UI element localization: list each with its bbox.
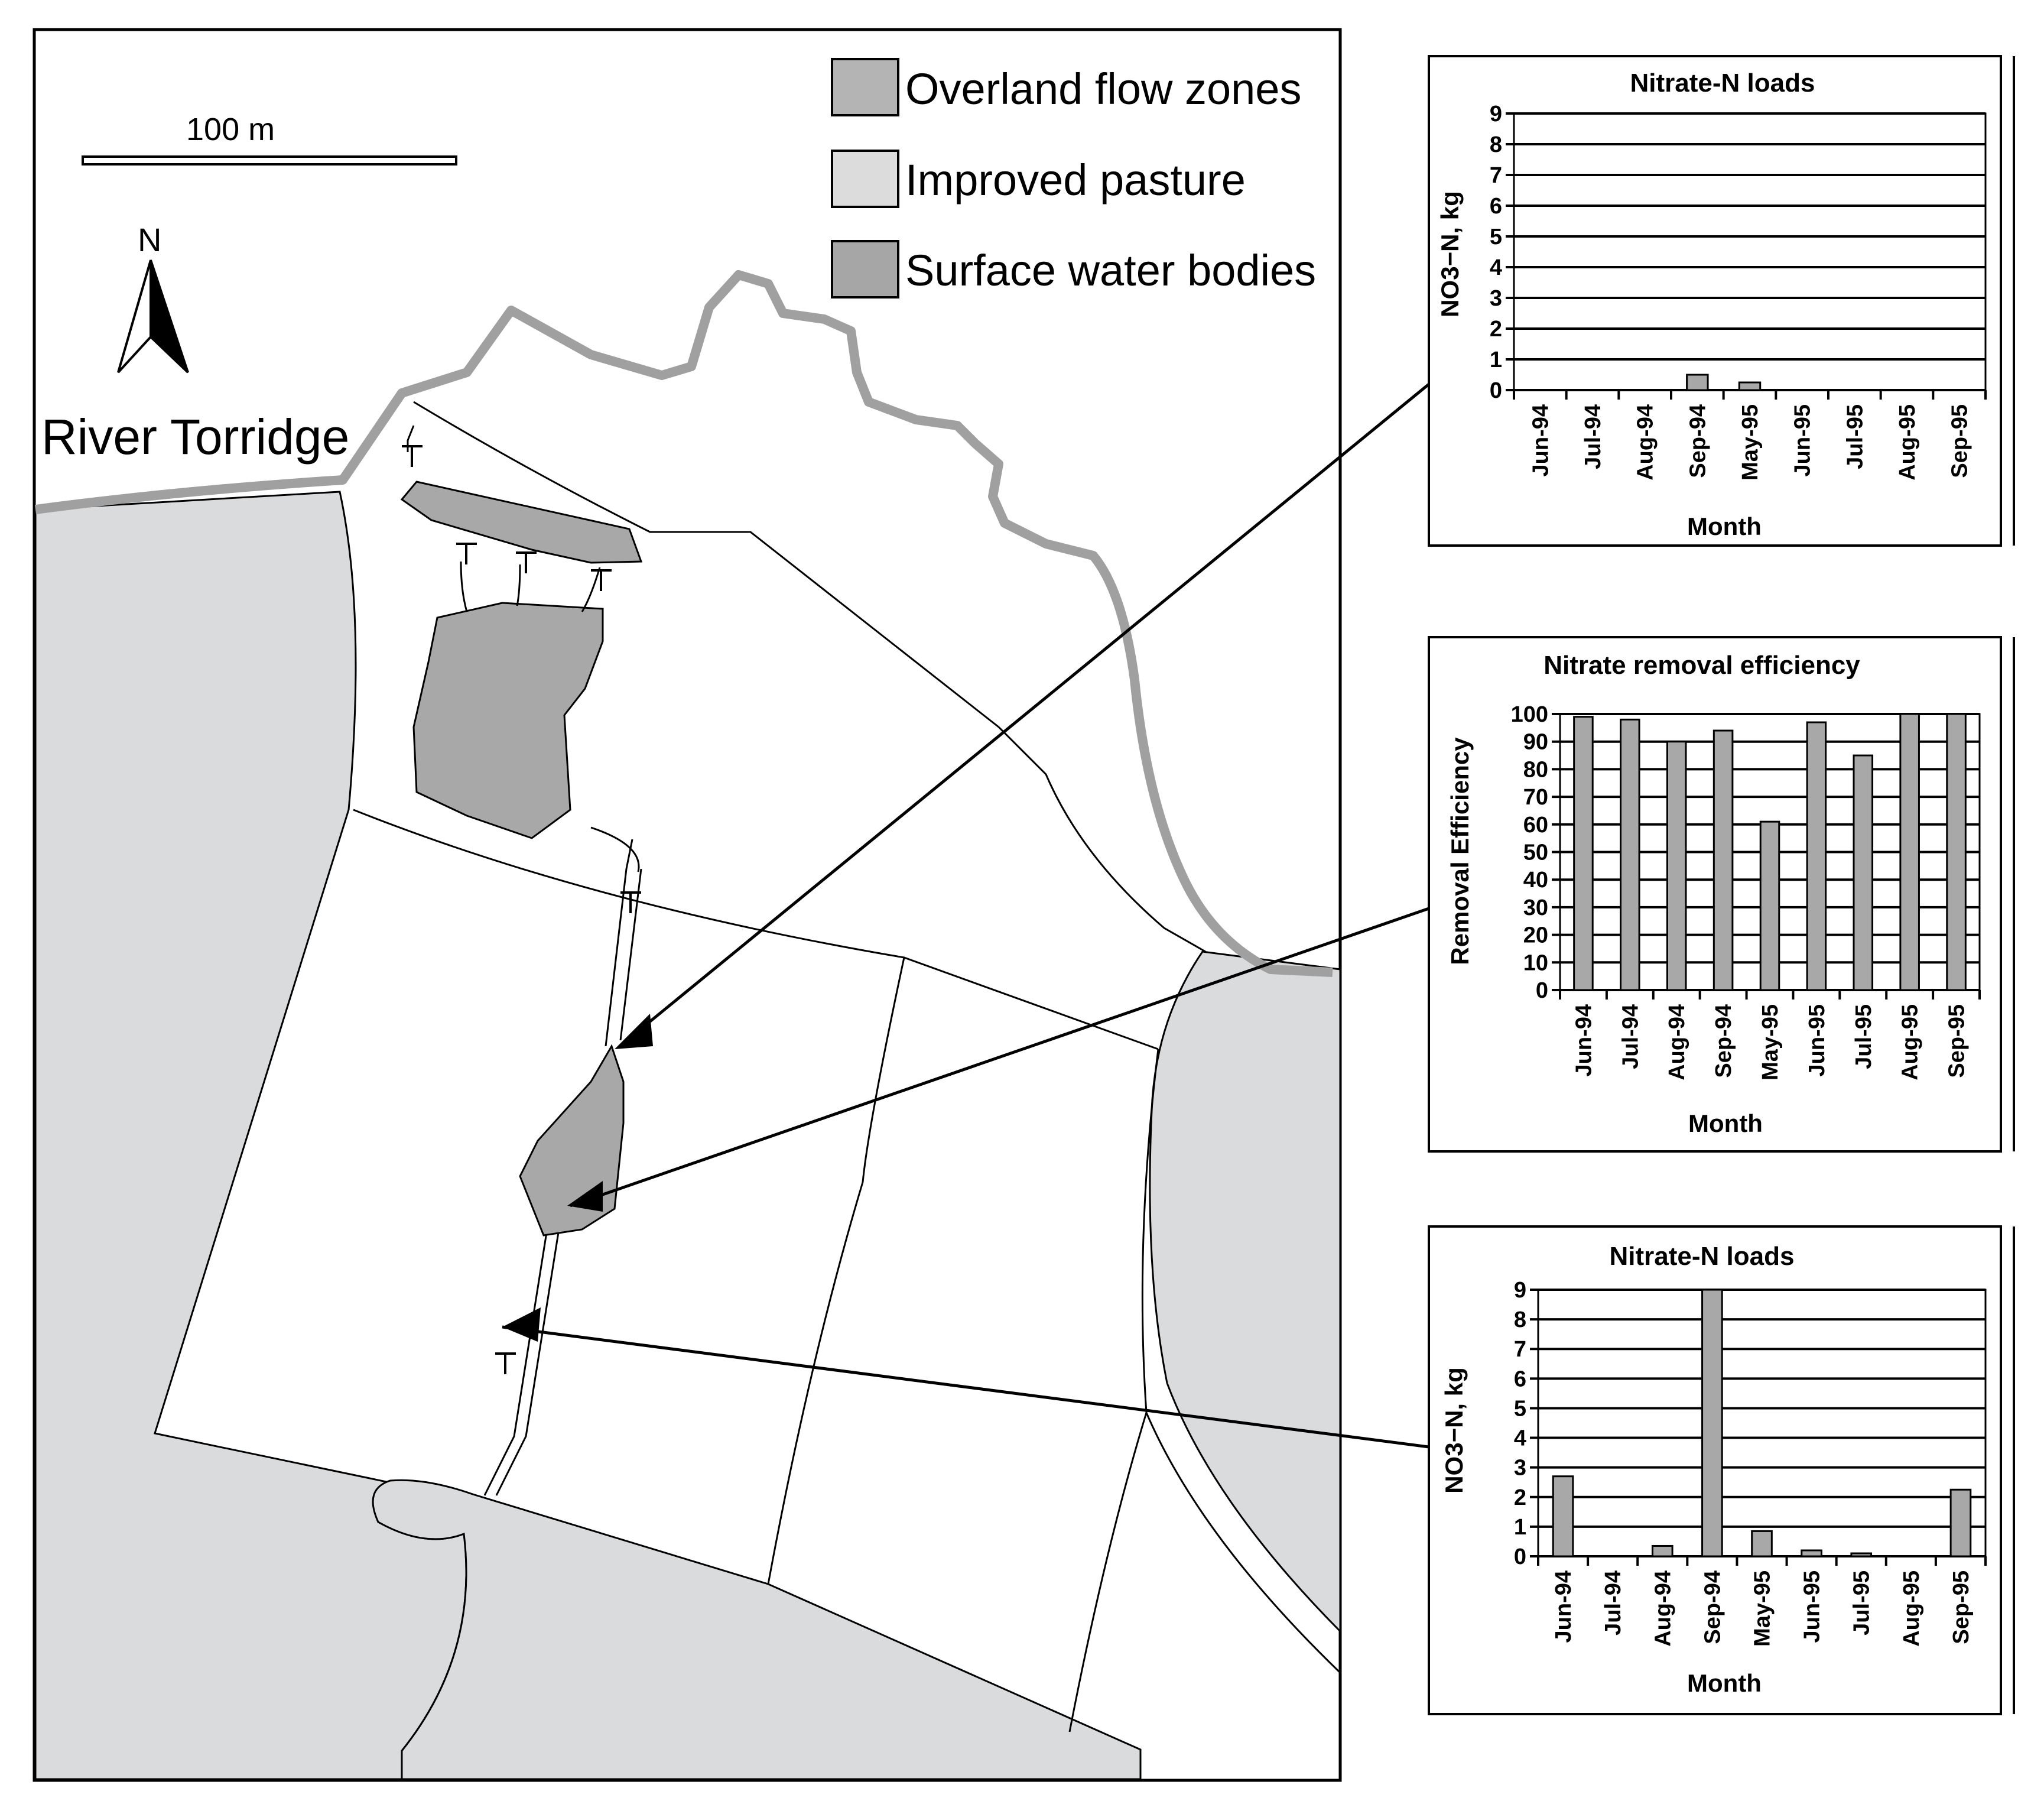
y-tick-label: 4 [1513, 1426, 1526, 1451]
map-panel [34, 30, 1340, 1780]
y-tick-label: 5 [1513, 1396, 1526, 1422]
bar [1802, 1550, 1822, 1556]
x-tick-label: Jul-94 [1601, 1570, 1626, 1635]
x-tick-label: May-95 [1758, 1004, 1783, 1080]
legend-label-overland-flow: Overland flow zones [905, 64, 1302, 113]
x-tick-label: Jun-95 [1790, 404, 1815, 477]
x-tick-label: Jul-94 [1581, 404, 1606, 469]
x-tick-label: Aug-95 [1895, 404, 1920, 481]
y-tick-label: 1 [1513, 1514, 1526, 1540]
x-tick-label: Jul-94 [1618, 1004, 1643, 1069]
bar [1752, 1531, 1772, 1556]
y-tick-label: 3 [1513, 1455, 1526, 1481]
x-tick-label: Jul-95 [1842, 404, 1868, 469]
y-tick-label: 90 [1523, 729, 1548, 755]
bar [1574, 717, 1593, 990]
y-tick-label: 20 [1523, 923, 1548, 948]
y-tick-label: 1 [1489, 348, 1502, 372]
bar [1652, 1546, 1672, 1556]
x-tick-label: Aug-95 [1899, 1570, 1924, 1647]
chart-title: Nitrate-N loads [1630, 69, 1815, 98]
x-tick-label: Aug-95 [1897, 1004, 1923, 1080]
legend-label-improved-pasture: Improved pasture [905, 155, 1246, 205]
y-tick-label: 10 [1523, 950, 1548, 976]
chart-title: Nitrate-N loads [1609, 1242, 1795, 1271]
x-tick-label: Aug-94 [1650, 1570, 1676, 1647]
y-tick-label: 9 [1489, 102, 1502, 126]
x-tick-label: Aug-94 [1665, 1004, 1690, 1080]
x-tick-label: Sep-94 [1685, 404, 1711, 478]
bar [1621, 719, 1640, 990]
chart-removal-efficiency [1429, 637, 2014, 1151]
bar [1687, 375, 1708, 390]
x-tick-label: Sep-94 [1700, 1570, 1725, 1644]
bar [1702, 1290, 1723, 1556]
x-tick-label: May-95 [1750, 1570, 1775, 1647]
bar [1760, 822, 1779, 990]
chart-title: Nitrate removal efficiency [1543, 651, 1860, 680]
y-tick-label: 40 [1523, 868, 1548, 893]
y-axis-label: Removal Efficiency [1446, 737, 1474, 965]
bar [1739, 382, 1760, 390]
y-tick-label: 60 [1523, 812, 1548, 838]
x-tick-label: Sep-94 [1711, 1004, 1737, 1078]
x-tick-label: Sep-95 [1948, 1570, 1974, 1644]
bar [1951, 1490, 1971, 1556]
y-tick-label: 8 [1489, 132, 1502, 157]
x-tick-label: Jun-95 [1799, 1570, 1825, 1643]
y-tick-label: 50 [1523, 840, 1548, 865]
legend-swatch-surface-water [832, 241, 898, 297]
y-tick-label: 4 [1489, 255, 1502, 280]
legend-swatch-improved-pasture [832, 151, 898, 207]
y-tick-label: 6 [1489, 194, 1502, 219]
x-tick-label: May-95 [1738, 404, 1763, 481]
x-tick-label: Jul-95 [1849, 1570, 1874, 1635]
y-tick-label: 0 [1535, 978, 1548, 1003]
y-tick-label: 6 [1513, 1367, 1526, 1392]
x-tick-label: Jun-94 [1551, 1570, 1577, 1643]
x-tick-label: Jun-94 [1571, 1004, 1597, 1077]
river-label: River Torridge [41, 409, 350, 465]
x-axis-label: Month [1688, 1109, 1763, 1137]
bar [1714, 731, 1733, 990]
plot-background [1514, 113, 1985, 390]
y-tick-label: 0 [1489, 378, 1502, 403]
x-tick-label: Jul-95 [1851, 1004, 1876, 1069]
north-label: N [138, 221, 162, 258]
scale-label: 100 m [186, 112, 275, 147]
y-tick-label: 0 [1513, 1544, 1526, 1569]
y-tick-label: 7 [1489, 163, 1502, 188]
y-tick-label: 2 [1513, 1485, 1526, 1510]
plot-background [1538, 1290, 1985, 1556]
x-tick-label: Sep-95 [1947, 404, 1972, 478]
x-tick-label: Jun-95 [1804, 1004, 1829, 1077]
legend-swatch-overland-flow [832, 59, 898, 115]
x-tick-label: Jun-94 [1528, 404, 1554, 477]
y-axis-label: NO3−N, kg [1440, 1367, 1468, 1494]
chart-nitrate-loads-bottom [1429, 1226, 2014, 1714]
x-tick-label: Aug-94 [1633, 404, 1658, 481]
bar [1947, 714, 1966, 990]
y-tick-label: 9 [1513, 1278, 1526, 1303]
bar [1851, 1553, 1871, 1556]
legend-label-surface-water: Surface water bodies [905, 246, 1317, 295]
x-axis-label: Month [1687, 512, 1762, 540]
y-tick-label: 7 [1513, 1337, 1526, 1362]
bar [1900, 714, 1919, 990]
y-axis-label: NO3−N, kg [1436, 191, 1464, 317]
chart-nitrate-loads-top [1429, 56, 2014, 546]
y-tick-label: 100 [1510, 702, 1548, 727]
y-tick-label: 30 [1523, 895, 1548, 920]
bar [1553, 1477, 1573, 1556]
y-tick-label: 2 [1489, 317, 1502, 342]
y-tick-label: 5 [1489, 225, 1502, 249]
x-axis-label: Month [1687, 1669, 1762, 1697]
y-tick-label: 8 [1513, 1307, 1526, 1333]
charts [1429, 56, 2014, 1714]
x-tick-label: Sep-95 [1944, 1004, 1970, 1078]
bar [1807, 722, 1826, 990]
bar [1667, 742, 1686, 990]
y-tick-label: 80 [1523, 757, 1548, 783]
bar [1854, 755, 1873, 990]
y-tick-label: 70 [1523, 785, 1548, 810]
y-tick-label: 3 [1489, 286, 1502, 311]
